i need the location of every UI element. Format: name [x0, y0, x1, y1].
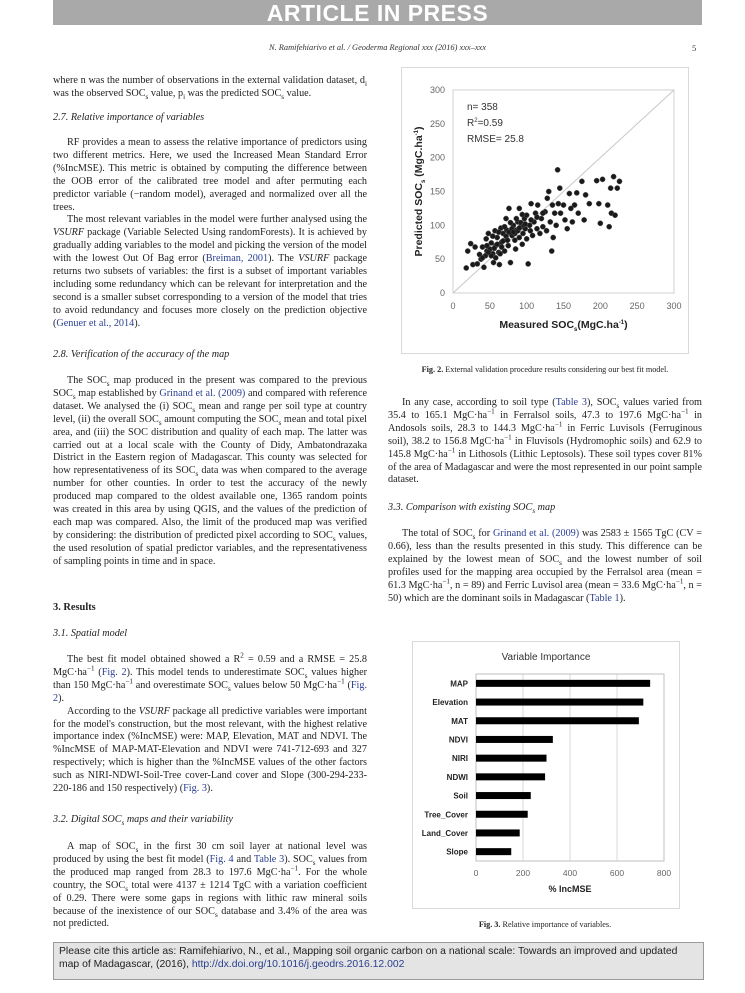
- subscript: s: [312, 858, 316, 867]
- paragraph-verification: The $SOC_s$ map produced in the present was compared to the previous $SOC_s$ map established by Grinand et al. (2009) and compared with reference dataset. We analysed the (i) $SOC_s$ mean and range per soil type at country level, (ii) the overall $SOC_s$ amount computing the $SOC_s$ mean and total pixel area, and (iii) the SOC distribution and quality of each map. The latter was carried out at a local scale with the County of Didy, Ambatondrazaka District in the Eastern region of Madagascar. This county was selected for how representativeness of its $SOC_s$ data was when compared to the average number for other counties. In order to test the accuracy of the newly produced map compared to the oldest available one, 1365 random points was created in this area by using QGIS, and the values of the prediction of each map was compared. Also, the limit of the produced map was verified by considering: the distribution of predicted pixel according to $SOC_s$ values, the used resolution of spatial predictor variables, and the representativeness of sampling points in time and in space.: [53, 375, 368, 567]
- data-point: [551, 235, 556, 240]
- paragraph-soil-type-ranges: In any case, according to soil type (Table 3), $SOC_s$ values varied from 35.4 to 165.1 $MgC\cdot ha^{-1}$ in Ferralsol soils, 47.3 to 197.6 $MgC\cdot ha^{-1}$ in Andosols soils, 28.3 to 144.3 $MgC\cdot ha^{-1}$ in Ferric Luvisols (Ferruginous soil), 38.2 to 156.8 $MgC\cdot ha^{-1}$ in Fluvisols (Hydromophic soils) and 62.9 to 145.8 $MgC\cdot ha^{-1}$ in Lithosols (Lithic Leptosols). These soil types cover 81% of the area of Madagascar and were the most represented in our point sample dataset.: [388, 397, 702, 486]
- running-head: N. Ramifehiarivo et al. / Geoderma Regional xxx (2016) xxx–xxx: [269, 43, 486, 52]
- figure-3-bar-chart: [412, 641, 680, 909]
- y-tick-label: 100: [429, 220, 445, 231]
- paragraph-vsurf-results: According to the VSURF package all predictive variables were important for the model's construction, but the most relevant, with the highest relative importance index (%IncMSE) were: MAP, Elevation, MAT and NDVI. The %IncMSE of MAP-MAT-Elevation and NDVI were 741-712-693 and 327 respectively; which is higher than the %IncMSE values of the other factors such as NIRI-NDWI-Soil-Tree cover-Land cover and Slope (300-294-233-220-186 and 150 respectively) (Fig. 3).: [53, 705, 367, 795]
- section-heading-3-2: 3.2. Digital $SOC_s$ maps and their variability: [53, 814, 233, 828]
- annotation-rmse: RMSE= 25.8: [467, 134, 524, 145]
- data-point: [608, 186, 613, 191]
- y-axis-label: Predicted $SOC_s$ $(MgC.ha^{-1})$: [413, 126, 427, 257]
- category-label: NDWI: [446, 772, 468, 782]
- italic-term: VSURF: [298, 253, 330, 265]
- article-in-press-banner: ARTICLE IN PRESS: [53, 0, 702, 25]
- data-point: [473, 244, 478, 249]
- x-tick-label: 0: [473, 868, 479, 878]
- superscript: −1: [290, 864, 299, 873]
- data-point: [587, 201, 592, 206]
- paragraph-digital-map: A map of $SOC_s$ in the first 30 cm soil layer at national level was produced by using the best fit model (Fig. 4 and Table 3). $SOC_s$ values from the produced map ranged from 28.3 to 197.6 $MgC\cdot ha^{-1}$. For the whole country, the $SOC_s$ total were 4137 ± 1214 TgC with a variation coefficient of 0.29. There were some gaps in regions with lithic raw mineral soils because of the inexistence of our $SOC_s$ database and 3.4% of the area was not predicted.: [53, 841, 368, 930]
- data-point: [540, 224, 545, 229]
- category-label: Slope: [446, 847, 468, 857]
- category-label: NDVI: [448, 735, 468, 745]
- subscript: s: [125, 884, 128, 893]
- x-tick-label: 200: [515, 868, 531, 878]
- bar-niri: [476, 755, 547, 762]
- section-2-7-body: [53, 137, 367, 331]
- superscript: −1: [125, 677, 133, 686]
- category-label: MAP: [450, 679, 468, 689]
- reference-link[interactable]: Fig. 4: [209, 853, 234, 865]
- subscript: i: [365, 80, 367, 89]
- reference-link[interactable]: Grinand et al. (2009): [492, 528, 580, 539]
- category-label: NIRI: [452, 754, 468, 764]
- subscript: s: [106, 380, 110, 389]
- paragraph-best-fit: The best fit model obtained showed a $R^2 = 0.59$ and a RMSE = 25.8 $MgC\cdot ha^{-1}$ (Fig. 2). This model tends to underestimate $SOC_s$ values higher than 150 $MgC\cdot ha^{-1}$ and overestimate $SOC_s$ values below 50 $MgC\cdot ha^{-1}$ (Fig. 2).: [53, 651, 367, 704]
- category-label: MAT: [451, 716, 468, 726]
- data-point: [465, 248, 470, 253]
- subscript: s: [281, 92, 285, 101]
- data-point: [520, 242, 525, 247]
- bar-slope: [476, 848, 511, 855]
- subscript: s: [158, 418, 162, 427]
- reference-link[interactable]: Table 1: [589, 592, 620, 604]
- superscript: −1: [554, 420, 563, 429]
- data-point: [528, 201, 533, 206]
- subscript: s: [532, 507, 536, 516]
- category-label: Elevation: [432, 698, 468, 708]
- data-point: [493, 255, 498, 260]
- data-point: [605, 202, 610, 207]
- data-point: [480, 255, 485, 260]
- y-tick-label: 150: [429, 186, 445, 197]
- bar-soil: [476, 792, 531, 799]
- scatter-plot: [402, 68, 688, 353]
- x-tick-label: 250: [629, 301, 645, 311]
- data-point: [562, 217, 567, 222]
- paragraph-rf-importance: RF provides a mean to assess the relative importance of predictors using two different metrics. Here, we used the Increased Mean Standard Error (%IncMSE). This metric is obtained by computing the difference between the OOB error of the calibrated tree model and after permuting each predictor variable (−random model), averaged and normalized over all the trees.: [53, 137, 367, 213]
- data-point: [549, 248, 554, 253]
- data-point: [528, 228, 533, 233]
- reference-link[interactable]: Breiman, 2001: [205, 253, 269, 265]
- data-point: [506, 206, 511, 211]
- figure-label: Fig. 3.: [478, 920, 501, 929]
- x-tick-label: 150: [555, 301, 572, 311]
- x-tick-label: 100: [519, 301, 535, 311]
- superscript: 2: [240, 651, 244, 660]
- subscript: s: [121, 819, 125, 828]
- data-point: [565, 226, 570, 231]
- subscript: s: [195, 470, 199, 479]
- data-point: [497, 262, 502, 267]
- italic-term: VSURF: [138, 705, 170, 717]
- data-point: [505, 238, 510, 243]
- subscript: s: [332, 534, 336, 543]
- subscript: s: [278, 418, 282, 427]
- data-point: [607, 224, 612, 229]
- data-point: [556, 201, 561, 206]
- data-point: [530, 233, 535, 238]
- superscript: −1: [447, 446, 456, 455]
- data-point: [496, 230, 501, 235]
- data-point: [506, 243, 511, 248]
- subscript: s: [227, 684, 231, 693]
- data-point: [481, 265, 486, 270]
- data-point: [511, 230, 516, 235]
- data-point: [502, 224, 507, 229]
- data-point: [546, 189, 551, 194]
- reference-link[interactable]: Genuer et al., 2014: [56, 317, 135, 329]
- data-point: [572, 202, 577, 207]
- data-point: [615, 186, 620, 191]
- data-point: [600, 177, 605, 182]
- data-point: [567, 191, 572, 196]
- superscript: −1: [504, 433, 512, 442]
- subscript: s: [214, 910, 218, 919]
- superscript: −1: [442, 577, 450, 586]
- data-point: [611, 174, 616, 179]
- data-point: [544, 228, 549, 233]
- data-point: [524, 236, 529, 241]
- data-point: [535, 202, 540, 207]
- paragraph-vsurf: The most relevant variables in the model were further analysed using the VSURF package (Variable Selected Using randomForests). It is achieved by gradually adding variables to the model and picking the version of the model with the lowest Out Of Bag error (Breiman, 2001). The VSURF package returns two subsets of variables: the first is a subset of important variables including some redundancy which can be relevant for interpretation and the second is a smaller subset corresponding to a version of the model that tries to avoid redundancy and focuses more closely on the prediction objective (Genuer et al., 2014).: [53, 214, 367, 329]
- category-label: Land_Cover: [421, 828, 468, 838]
- figure-label: Fig. 2.: [421, 365, 444, 374]
- page-number: 5: [692, 43, 697, 53]
- data-point: [576, 211, 581, 216]
- bar-chart: [413, 642, 679, 908]
- data-point: [598, 221, 603, 226]
- data-point: [582, 217, 587, 222]
- subscript: s: [135, 846, 139, 855]
- x-tick-label: 600: [609, 868, 625, 878]
- subscript: i: [183, 92, 186, 101]
- reference-link[interactable]: http://dx.doi.org/10.1016/j.geodrs.2016.12.002: [191, 959, 405, 970]
- subscript: s: [304, 671, 308, 680]
- data-point: [523, 221, 528, 226]
- y-tick-label: 200: [429, 152, 445, 163]
- data-point: [554, 223, 559, 228]
- reference-link[interactable]: Table 3: [555, 397, 587, 408]
- data-point: [503, 216, 508, 221]
- subscript: s: [616, 402, 620, 411]
- x-tick-label: 400: [562, 868, 578, 878]
- data-point: [540, 211, 545, 216]
- superscript: −1: [675, 577, 684, 586]
- data-point: [534, 226, 539, 231]
- section-3-1-body: [53, 651, 367, 796]
- chart-title: Variable Importance: [501, 652, 591, 663]
- annotation-n: n= 358: [467, 102, 498, 113]
- data-point: [508, 220, 513, 225]
- data-point: [484, 236, 489, 241]
- data-point: [548, 219, 553, 224]
- data-point: [520, 231, 525, 236]
- bar-elevation: [476, 699, 643, 706]
- data-point: [468, 241, 473, 246]
- subscript: s: [192, 405, 196, 414]
- y-tick-label: 250: [429, 118, 445, 129]
- y-tick-label: 50: [434, 254, 445, 265]
- bar-land_cover: [476, 829, 520, 836]
- data-point: [558, 211, 563, 216]
- x-tick-label: 300: [666, 301, 682, 311]
- italic-term: VSURF: [53, 227, 85, 239]
- data-point: [528, 217, 533, 222]
- x-tick-label: 50: [484, 301, 495, 311]
- y-tick-label: 300: [429, 85, 445, 95]
- bar-ndwi: [476, 773, 545, 780]
- superscript: −1: [487, 407, 495, 416]
- superscript: −1: [86, 664, 95, 673]
- data-point: [517, 206, 522, 211]
- figure-3-caption: Fig. 3. Relative importance of variables.: [478, 920, 612, 929]
- subscript: s: [72, 392, 76, 401]
- data-point: [517, 235, 522, 240]
- data-point: [574, 190, 579, 195]
- x-axis-label: % IncMSE: [548, 884, 592, 894]
- data-point: [464, 265, 469, 270]
- category-label: Soil: [453, 791, 468, 801]
- x-tick-label: 200: [592, 301, 608, 311]
- subscript: s: [145, 92, 149, 101]
- data-point: [484, 243, 489, 248]
- y-tick-label: 0: [439, 288, 445, 298]
- x-tick-label: 800: [656, 868, 672, 878]
- data-point: [612, 213, 617, 218]
- data-point: [517, 225, 522, 230]
- reference-link[interactable]: Table 3: [253, 853, 285, 865]
- section-heading-3-3: 3.3. Comparison with existing $SOC_s$ map: [388, 502, 556, 516]
- data-point: [534, 215, 539, 220]
- x-tick-label: 0: [450, 301, 456, 311]
- data-point: [596, 201, 601, 206]
- data-point: [583, 192, 588, 197]
- paragraph-equation-definition: where n was the number of observations in the external validation dataset, $d_i$ was the observed $SOC_s$ value, $p_i$ was the predicted $SOC_s$ value.: [53, 75, 367, 101]
- subscript: s: [559, 558, 562, 567]
- data-point: [537, 231, 542, 236]
- reference-link[interactable]: Fig. 2: [101, 666, 127, 678]
- data-point: [498, 251, 503, 256]
- section-heading-3-1: 3.1. Spatial model: [53, 628, 128, 639]
- x-axis-label: Measured $SOC_s(MgC.ha^{-1})$: [499, 319, 628, 333]
- reference-link[interactable]: Grinand et al. (2009): [159, 387, 246, 399]
- data-point: [594, 178, 599, 183]
- section-heading-3-results: 3. Results: [53, 602, 96, 613]
- data-point: [526, 261, 531, 266]
- superscript: −1: [681, 407, 689, 416]
- data-point: [555, 167, 560, 172]
- data-point: [550, 202, 555, 207]
- data-point: [579, 179, 584, 184]
- data-point: [514, 216, 519, 221]
- data-point: [490, 234, 495, 239]
- superscript: −1: [337, 677, 345, 686]
- bar-tree_cover: [476, 811, 528, 818]
- data-point: [557, 186, 562, 191]
- data-point: [617, 179, 622, 184]
- figure-2-caption: Fig. 2. External validation procedure results considering our best fit model.: [421, 365, 669, 374]
- figure-2-scatter: [401, 67, 689, 354]
- data-point: [545, 196, 550, 201]
- bar-map: [476, 680, 650, 687]
- data-point: [499, 244, 504, 249]
- reference-link[interactable]: Fig. 2: [53, 679, 367, 704]
- section-heading-2-8: 2.8. Verification of the accuracy of the map: [53, 349, 230, 360]
- reference-link[interactable]: Fig. 3: [183, 783, 207, 795]
- data-point: [491, 260, 496, 265]
- data-point: [520, 212, 525, 217]
- paragraph-comparison: The total of $SOC_s$ for Grinand et al. (2009) was 2583 ± 1565 TgC (CV = 0.66), less than the results presented in this study. This difference can be explained by the lowest mean of $SOC_s$ and the lowest number of soil profiles used for the mapping area occupied by the Ferralsol area (mean = 61.3 $MgC\cdot ha^{-1}$, n = 89) and Ferric Luvisol area (mean = 33.6 $MgC\cdot ha^{-1}$, n = 50) which are the dominant soils in Madagascar (Table 1).: [388, 528, 703, 604]
- bar-mat: [476, 717, 639, 724]
- citation-footer: Please cite this article as: Ramifehiarivo, N., et al., Mapping soil organic carbon on a national scale: Towards an improved and updated map of Madagascar, (2016), http://dx.doi.org/10.1016/j.geodrs.2016.12.002: [53, 942, 704, 980]
- data-point: [552, 211, 557, 216]
- bar-ndvi: [476, 736, 553, 743]
- data-point: [561, 202, 566, 207]
- subscript: s: [472, 533, 476, 542]
- category-label: Tree_Cover: [424, 810, 468, 820]
- section-heading-2-7: 2.7. Relative importance of variables: [53, 112, 205, 123]
- data-point: [475, 261, 480, 266]
- data-point: [513, 246, 518, 251]
- data-point: [508, 260, 513, 265]
- annotation-r2: $R^2=0.59$: [467, 118, 503, 129]
- data-point: [570, 219, 575, 224]
